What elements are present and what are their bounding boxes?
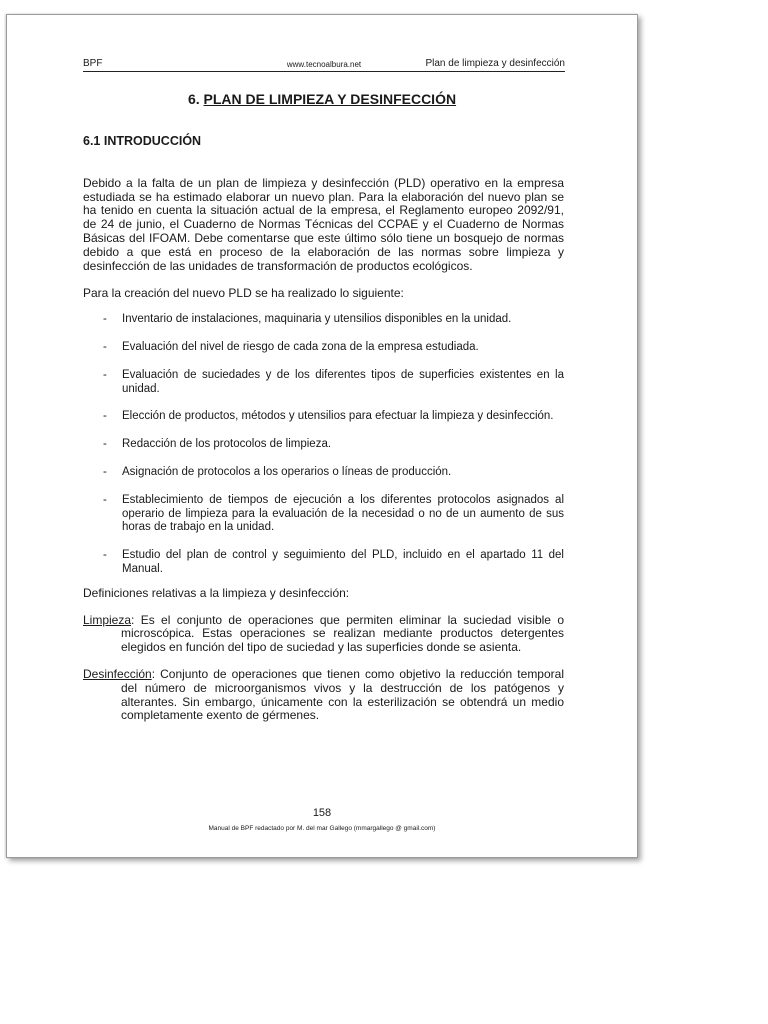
header-left: BPF	[83, 58, 103, 69]
chapter-title	[7, 91, 637, 107]
list-item-text: Estudio del plan de control y seguimiento del PLD, incluido en el apartado 11 del Manual.	[122, 549, 564, 575]
header-right: Plan de limpieza y desinfección	[425, 58, 565, 69]
list-item-text: Evaluación de suciedades y de los diferentes tipos de superficies existentes en la unidad.	[122, 368, 564, 395]
list-item	[83, 313, 564, 327]
definition-disinfection	[83, 668, 564, 723]
bullet-dash: -	[103, 493, 107, 506]
list-item	[83, 438, 564, 452]
definition-term: Desinfección	[83, 666, 152, 681]
list-item-text: Evaluación del nivel de riesgo de cada zona de la empresa estudiada.	[122, 340, 479, 353]
section-heading: 6.1 INTRODUCCIÓN	[83, 134, 202, 148]
list-item	[83, 494, 564, 535]
definition-term: Limpieza	[83, 612, 132, 627]
definitions-title: Definiciones relativas a la limpieza y desinfección:	[83, 585, 350, 600]
header-website: www.tecnoalbura.net	[286, 60, 362, 69]
chapter-number: 6.	[187, 91, 200, 107]
intro-paragraph: Debido a la falta de un plan de limpieza y desinfección (PLD) operativo en la empresa estudiada se ha estimado elaborar un nuevo plan. Para la elaboración del nuevo plan se ha tenido en cuenta la situación actual de la empresa, el Reglamento europeo 2092/91, de 24 de junio, el Cuaderno de Normas Técnicas del CCPAE y el Cuaderno de Normas Básicas del IFOAM. Debe comentarse que este último sólo tiene un bosquejo de normas debido a que está en proceso de la elaboración de las normas sobre limpieza y desinfección de las unidades de transformación de productos ecológicos.	[83, 175, 564, 273]
page-header	[83, 55, 565, 72]
bullet-dash: -	[103, 340, 107, 353]
bullet-dash: -	[103, 549, 107, 562]
definition-cleaning	[83, 614, 564, 655]
document-page	[6, 14, 638, 858]
list-item-text: Establecimiento de tiempos de ejecución a los diferentes protocolos asignados al operario de limpieza para la evaluación de la necesidad o no de un aumento de sus horas de trabajo en la unidad.	[122, 493, 564, 534]
list-item-text: Asignación de protocolos a los operarios o líneas de producción.	[122, 465, 452, 478]
chapter-title-text: PLAN DE LIMPIEZA Y DESINFECCIÓN	[203, 91, 457, 107]
bullet-dash: -	[103, 465, 107, 478]
list-intro-paragraph: Para la creación del nuevo PLD se ha realizado lo siguiente:	[83, 286, 404, 301]
list-item	[83, 466, 564, 480]
list-item	[83, 410, 564, 424]
bullet-dash: -	[103, 368, 107, 381]
bullet-dash: -	[103, 410, 107, 423]
bullet-dash: -	[103, 313, 107, 326]
definition-text: : Conjunto de operaciones que tienen como objetivo la reducción temporal del número de microorganismos vivos y la destrucción de los patógenos y alterantes. Sin embargo, únicamente con la esterilización se obtendrá un medio completamente exento de gérmenes.	[121, 666, 564, 723]
list-item-text: Inventario de instalaciones, maquinaria y utensilios disponibles en la unidad.	[122, 313, 512, 326]
list-item-text: Redacción de los protocolos de limpieza.	[122, 438, 332, 451]
bullet-dash: -	[103, 438, 107, 451]
definition-text: : Es el conjunto de operaciones que permiten eliminar la suciedad visible o microscópica. Estas operaciones se realizan mediante productos detergentes elegidos en función del tipo de suciedad y las superficies donde se asienta.	[121, 612, 564, 655]
list-item-text: Elección de productos, métodos y utensilios para efectuar la limpieza y desinfección.	[122, 410, 554, 423]
list-item	[83, 549, 564, 577]
list-item	[83, 369, 564, 397]
page-number: 158	[312, 807, 332, 819]
steps-list	[83, 313, 564, 577]
list-item	[83, 341, 564, 355]
page-body	[83, 135, 564, 723]
page-footer: Manual de BPF redactado por M. del mar Gallego (mmargallego @ gmail.com)	[208, 825, 436, 832]
